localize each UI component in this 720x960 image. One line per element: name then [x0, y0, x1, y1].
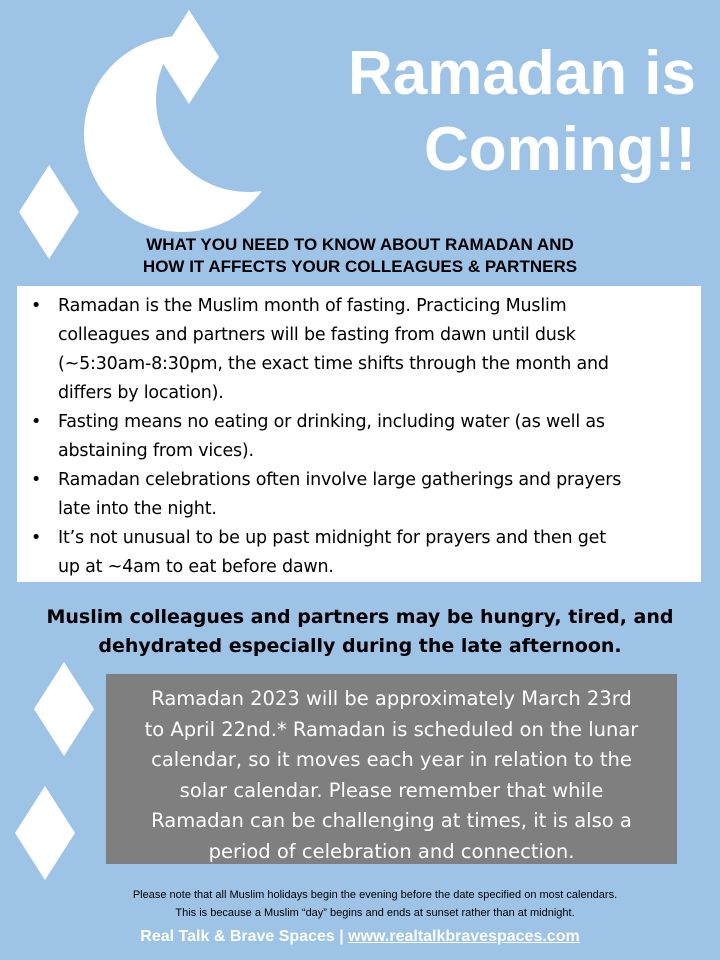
warning-text	[20, 603, 700, 661]
diamond-star-icon	[13, 784, 77, 882]
facts-panel	[17, 286, 701, 582]
diamond-star-icon	[32, 660, 96, 758]
footnote-line: Please note that all Muslim holidays begin the evening before the date specified on most calendars.	[132, 889, 618, 901]
warning-line: dehydrated especially during the late afternoon.	[98, 635, 622, 657]
list-item-line: • Fasting means no eating or drinking, including water (as well as	[58, 412, 605, 432]
footnote	[40, 886, 710, 922]
list-item	[31, 292, 687, 408]
footer-org: Real Talk & Brave Spaces	[140, 928, 335, 945]
footer-separator: |	[334, 928, 349, 945]
title-line: Ramadan is	[347, 39, 696, 108]
info-line: calendar, so it moves each year in relation to the	[151, 748, 632, 771]
list-item-line: • Ramadan is the Muslim month of fasting. Practicing Muslim	[58, 296, 567, 316]
footnote-line: This is because a Muslim “day” begins and ends at sunset rather than at midnight.	[175, 907, 575, 919]
subheading-line: HOW IT AFFECTS YOUR COLLEAGUES & PARTNERS	[142, 257, 578, 276]
info-line: Ramadan can be challenging at times, it is also a	[151, 809, 632, 832]
list-item-line: • Ramadan celebrations often involve large gatherings and prayers	[58, 470, 622, 490]
info-line: solar calendar. Please remember that while	[179, 778, 604, 802]
footer	[0, 928, 720, 946]
list-item-line: abstaining from vices).	[58, 441, 254, 461]
ramadan-dates-box	[106, 674, 677, 864]
list-item	[31, 408, 687, 466]
subheading	[40, 234, 680, 278]
list-item-line: differs by location).	[58, 383, 224, 403]
list-item	[31, 466, 687, 524]
list-item-line: • It’s not unusual to be up past midnight for prayers and then get	[58, 528, 606, 548]
list-item-line: (~5:30am-8:30pm, the exact time shifts through the month and	[58, 354, 609, 374]
list-item-line: colleagues and partners will be fasting from dawn until dusk	[58, 325, 576, 345]
list-item-line: late into the night.	[58, 499, 217, 519]
page-title	[296, 36, 696, 188]
website-link[interactable]: www.realtalkbravespaces.com	[348, 928, 580, 945]
facts-list	[31, 292, 687, 582]
subheading-line: WHAT YOU NEED TO KNOW ABOUT RAMADAN AND	[146, 235, 574, 254]
title-line: Coming!!	[423, 115, 696, 184]
info-line: period of celebration and connection.	[208, 839, 575, 863]
list-item-line: up at ~4am to eat before dawn.	[58, 557, 334, 577]
list-item	[31, 524, 687, 582]
info-line: Ramadan 2023 will be approximately March 23rd	[151, 687, 632, 710]
warning-line: Muslim colleagues and partners may be hungry, tired, and	[46, 606, 674, 628]
diamond-star-icon	[157, 8, 221, 106]
info-line: to April 22nd.* Ramadan is scheduled on the lunar	[144, 717, 639, 741]
